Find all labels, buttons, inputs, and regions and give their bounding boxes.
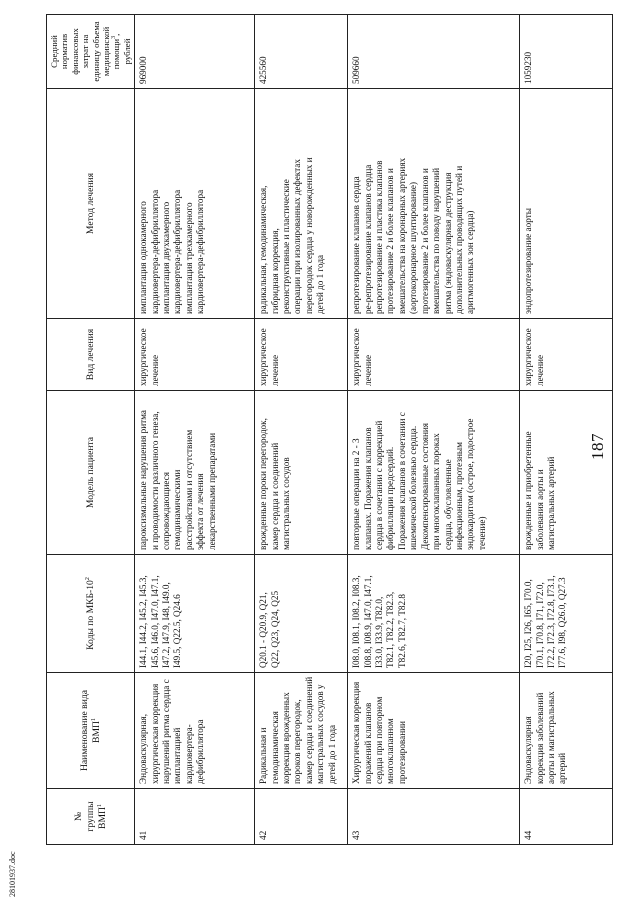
header-cost-line: норматив [59,33,70,70]
patient-model-line: эффекта от лечения [195,473,206,550]
treatment-method-line: радикальная, гемодинамическая, [258,185,269,314]
treatment-method-cell [348,89,520,319]
treatment-method-line: имплантация двухкамерного [161,201,172,314]
group-number-cell: 44 [520,789,613,845]
treatment-method-line: кардиовертера-дефибриллятора [195,189,206,314]
header-cost-line: единицу объема [90,21,101,82]
vmp-name-line: коррекция врожденных [281,692,292,784]
table-row [135,15,255,845]
header-model: Модель пациента [47,391,135,555]
vmp-name-line: Эндоваскулярная [523,716,534,784]
treatment-type-cell [255,319,348,391]
vmp-name-cell [255,673,348,789]
header-method: Метод лечения [47,89,135,319]
vmp-name-cell [520,673,613,789]
treatment-type-line: лечение [149,354,160,386]
treatment-method-line: детей до 1 года [315,254,326,314]
vmp-name-line: многоклапанном [385,718,396,784]
icd-codes-line: I20, I25, I26, I65, I70.0, [523,579,534,668]
patient-model-line: врожденные и приобретенные [523,431,534,550]
treatment-method-line: операции при изолированных дефектах [292,159,303,314]
patient-model-cell [135,391,255,555]
patient-model-line: камер сердца и соединений [269,442,280,550]
table-row [520,15,613,845]
patient-model-line: сопровождающиеся [161,472,172,550]
header-name [47,673,135,789]
treatment-method-line: репротезирование клапанов сердца [351,176,362,314]
patient-model-line: пароксизмальные нарушения ритма [138,410,149,550]
patient-model-line: сердца в сочетании с коррекцией [374,420,385,550]
patient-model-cell [520,391,613,555]
cost-cell: 425560 [255,15,348,89]
treatment-method-line: вмешательства по поводу нарушений [431,168,442,314]
treatment-method-line: дополнительных проводящих путей и [453,165,464,314]
header-group-line [97,793,109,840]
icd-codes-line: I44.1, I44.2, I45.2, I45.3, [138,575,149,668]
patient-model-line: при многоклапанных пороках [431,433,442,550]
vmp-name-line: артерий [557,752,568,784]
footnote-mark: 2 [84,577,91,581]
header-cost-line: Средний [49,35,59,68]
header-cost [47,15,135,89]
cost-cell: 1059230 [520,15,613,89]
header-group-line: группы [84,801,96,832]
treatment-method-line: гибридная коррекция, [269,228,280,314]
patient-model-line: лекарственными препаратами [206,432,217,550]
treatment-method-line: вмешательства на коронарных артериях [396,157,407,314]
vmp-name-line: коррекция заболеваний [534,692,545,784]
patient-model-line: Декомпенсированные состояния [419,422,430,550]
icd-codes-line: Q22, Q23, Q24, Q25 [269,590,280,668]
icd-codes-line: I45.6, I46.0, I47.0, I47.1, [149,575,160,668]
cost-cell: 509660 [348,15,520,89]
footnote-mark: 3 [111,35,118,39]
treatment-type-line: хирургическое [138,328,149,386]
vmp-name-line: Эндоваскулярная, [138,713,149,784]
footnote-mark: 1 [96,804,103,808]
patient-model-line: эндокардитом (острое, подострое [465,418,476,550]
icd-codes-line: T82.1, T82.2, T82.3, [385,591,396,668]
header-group [47,789,135,845]
vmp-name-line: хирургическая коррекция [149,683,160,784]
patient-model-line: клапанах. Поражения клапанов [362,427,373,550]
treatment-method-line: (аортокоронарное шунтирование) [408,181,419,314]
patient-model-line: течение) [476,516,487,550]
header-group-text: ВМП [96,807,108,829]
treatment-type-cell [135,319,255,391]
vmp-name-line: детей до 1 года [326,724,337,784]
patient-model-line: магистральных артерий [546,456,557,550]
header-cost-line: медицинской [101,26,112,77]
header-cost-line: рублей [121,38,132,65]
doc-id: 28101937.doc [8,851,17,897]
icd-codes-line: Q20.1 - Q20.9, Q21, [258,592,269,668]
treatment-type-line: лечение [534,354,545,386]
treatment-method-line: имплантация трехкамерного [183,202,194,314]
vmp-name-line: дефибриллятора [195,719,206,784]
treatment-method-line: протезирование 2 и более клапанов и [385,168,396,314]
treatment-type-line: лечение [362,354,373,386]
vmp-name-cell [348,673,520,789]
header-group-line: № [72,811,84,822]
patient-model-line: ишемической болезнью сердца. [408,425,419,550]
header-type: Вид лечения [47,319,135,391]
vmp-name-line: имплантацией [172,727,183,784]
treatment-method-cell [135,89,255,319]
treatment-method-line: перегородок сердца у новорожденных и [303,157,314,314]
table-header-row [47,15,135,845]
patient-model-line: инфекционным, протезным [453,442,464,550]
treatment-method-line: протезирование 2 и более клапанов и [419,168,430,314]
cost-cell: 969000 [135,15,255,89]
vmp-name-line: поражений клапанов [362,702,373,784]
vmp-name-line: сердца при повторном [374,696,385,784]
vmp-name-line: аорты и магистральных [546,691,557,784]
vmp-name-line: кардиовертера- [183,724,194,784]
treatment-type-cell [348,319,520,391]
icd-codes-cell [135,555,255,673]
icd-codes-line: I70.1, I70.8, I71, I72.0, [534,582,545,668]
treatment-method-line: кардиовертера-дефибриллятора [172,189,183,314]
patient-model-cell [348,391,520,555]
header-cost-text: помощи [111,38,122,70]
treatment-method-line: аритмогенных зон сердца) [465,210,476,314]
patient-model-line: магистральных сосудов [281,457,292,550]
treatment-method-cell [255,89,348,319]
treatment-method-line: ре-репротезирование клапанов сердца [362,164,373,314]
patient-model-cell [255,391,348,555]
treatment-method-line: репротезирование и пластика клапанов [374,160,385,314]
header-cost-line: помощи$^3$, [111,33,122,70]
header-name-text: Наименование вида ВМП [78,690,102,771]
patient-model-line: сердца, обусловленные [442,459,453,550]
vmp-name-cell [135,673,255,789]
patient-model-line: фибрилляции предсердий. [385,446,396,550]
vmp-name-line: гемодинамическая [269,711,280,784]
icd-codes-cell [348,555,520,673]
table-body [135,15,613,845]
icd-codes-line: I72.2, I72.3, I72.8, I73.1, [546,575,557,668]
vmp-name-line: Хирургическая коррекция [351,681,362,784]
icd-codes-line: I49.5, Q22.5, Q24.6 [172,594,183,668]
vmp-name-line: Радикальная и [258,727,269,784]
treatment-type-line: лечение [269,354,280,386]
treatment-type-line: хирургическое [258,328,269,386]
patient-model-line: заболевания аорты и [534,469,545,550]
page-number: 187 [588,433,607,460]
treatment-method-line: реконструктивные и пластические [281,179,292,314]
group-number-cell: 42 [255,789,348,845]
treatment-type-line: хирургическое [351,328,362,386]
treatment-method-line: ритма (эндоваскулярная деструкция [442,172,453,314]
icd-codes-line: I08.8, I08.9, I47.0, I47.1, [362,575,373,668]
patient-model-line: повторные операции на 2 - 3 [351,438,362,550]
vmp-name-line: камер сердца и соединений [303,676,314,784]
treatment-type-cell [520,319,613,391]
treatment-method-line: кардиовертера-дефибриллятора [149,189,160,314]
vmp-table [46,14,613,845]
table-row [348,15,520,845]
icd-codes-line: I33.0, I33.9, T82.0, [374,596,385,668]
vmp-name-line: протезировании [396,721,407,784]
vmp-name-line: нарушений ритма сердца с [161,679,172,784]
treatment-method-line: эндопротезирование аорты [523,208,534,314]
treatment-method-cell [520,89,613,319]
patient-model-line: и проводимости различного генеза, [149,411,160,550]
patient-model-line: гемодинамическими [172,469,183,550]
icd-codes-line: I08.0, I08.1, I08.2, I08.3, [351,575,362,668]
treatment-type-line: хирургическое [523,328,534,386]
icd-codes-line: I77.6, I98, Q26.0, Q27.3 [557,577,568,668]
patient-model-line: расстройствами и отсутствием [183,429,194,550]
icd-codes-cell [255,555,348,673]
table-row [255,15,348,845]
header-cost-line: затрат на [80,34,91,69]
header-cost-line: финансовых [69,28,80,75]
footnote-mark: 1 [90,718,97,722]
icd-codes-line: T82.6, T82.7, T82.8 [396,594,407,668]
icd-codes-cell [520,555,613,673]
header-codes-text: Коды по МКБ-10 [84,580,96,650]
group-number-cell: 43 [348,789,520,845]
patient-model-line: Поражения клапанов в сочетании с [396,412,407,550]
vmp-name-line: пороков перегородок, [292,699,303,784]
vmp-name-line: магистральных сосудов у [315,684,326,784]
treatment-method-line: имплантация однокамерного [138,201,149,314]
icd-codes-line: I47.2, I47.9, I48, I49.0, [161,582,172,668]
patient-model-line: врожденные пороки перегородок, [258,418,269,550]
header-codes [47,555,135,673]
group-number-cell: 41 [135,789,255,845]
